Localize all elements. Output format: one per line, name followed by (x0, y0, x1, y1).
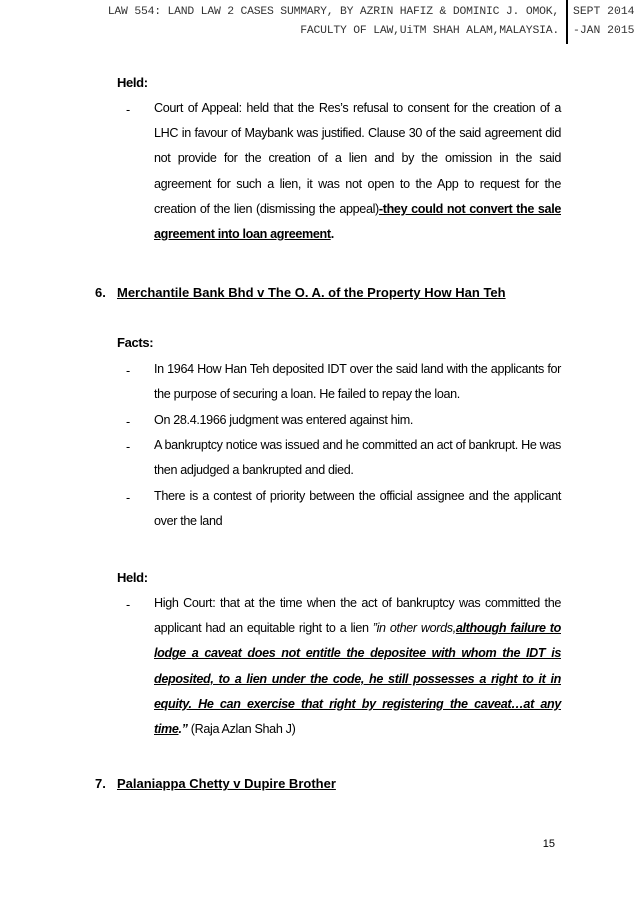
header-date-1: SEPT 2014 (573, 6, 635, 18)
header-line-2: FACULTY OF LAW,UiTM SHAH ALAM,MALAYSIA. (300, 25, 559, 37)
header-line-1: LAW 554: LAND LAW 2 CASES SUMMARY, BY AZRIN HAFIZ & DOMINIC J. OMOK, (107, 6, 559, 18)
facts-item-3: A bankruptcy notice was issued and he committed an act of bankrupt. He was then adjudged a bankrupted and died. (154, 438, 561, 478)
held-2-italic: ”in other words, (372, 621, 456, 636)
facts-item-2: On 28.4.1966 judgment was entered against him. (154, 413, 414, 427)
page-number: 15 (542, 838, 555, 850)
facts-item-4: There is a contest of priority between the official assignee and the applicant over the land (154, 489, 561, 529)
header-divider (566, 0, 568, 44)
bullet-dash: - (126, 440, 131, 454)
held-paragraph-1 (154, 96, 561, 247)
case-number: 6. (95, 285, 106, 300)
running-header (108, 3, 559, 41)
header-date (573, 3, 635, 41)
held-2-quote: .” (178, 722, 188, 737)
header-date-2: -JAN 2015 (573, 25, 635, 37)
held-1-emphasis: -they could not convert the sale agreement into loan agreement (154, 201, 561, 242)
held-2-text: High Court: that at the time when the act of bankruptcy was committed the applicant had an equitable right to a lien (154, 596, 561, 636)
case-number: 7. (95, 776, 106, 791)
held-paragraph-2 (154, 591, 561, 742)
case-heading-7 (95, 774, 336, 794)
case-title: Merchantile Bank Bhd v The O. A. of the Property How Han Teh (117, 285, 506, 300)
bullet-dash: - (126, 491, 131, 505)
held-label-1: Held: (117, 75, 148, 90)
bullet-dash: - (126, 415, 131, 429)
bullet-dash: - (126, 103, 131, 117)
held-1-end: . (330, 227, 334, 242)
case-heading-6 (95, 283, 506, 303)
case-title: Palaniappa Chetty v Dupire Brother (117, 776, 336, 791)
held-2-end: (Raja Azlan Shah J) (187, 722, 296, 737)
held-label-2: Held: (117, 570, 148, 585)
held-2-emphasis: although failure to lodge a caveat does not entitle the depositee with whom the IDT is deposited, to a lien under the code, he still possesses a right to it in equity. He can exercise that right by registering the caveat…at any time (154, 621, 561, 737)
facts-item-1: In 1964 How Han Teh deposited IDT over the said land with the applicants for the purpose of securing a loan. He failed to repay the loan. (154, 362, 561, 402)
facts-label: Facts: (117, 335, 154, 350)
bullet-dash: - (126, 364, 131, 378)
bullet-dash: - (126, 598, 131, 612)
held-1-text: Court of Appeal: held that the Res’s refusal to consent for the creation of a LHC in favour of Maybank was justified. Clause 30 of the said agreement did not provide for the creation of a lien and by the omission in the said agreement for such a lien, it was not open to the App to request for the creation of the lien (dismissing the appeal) (154, 101, 561, 216)
